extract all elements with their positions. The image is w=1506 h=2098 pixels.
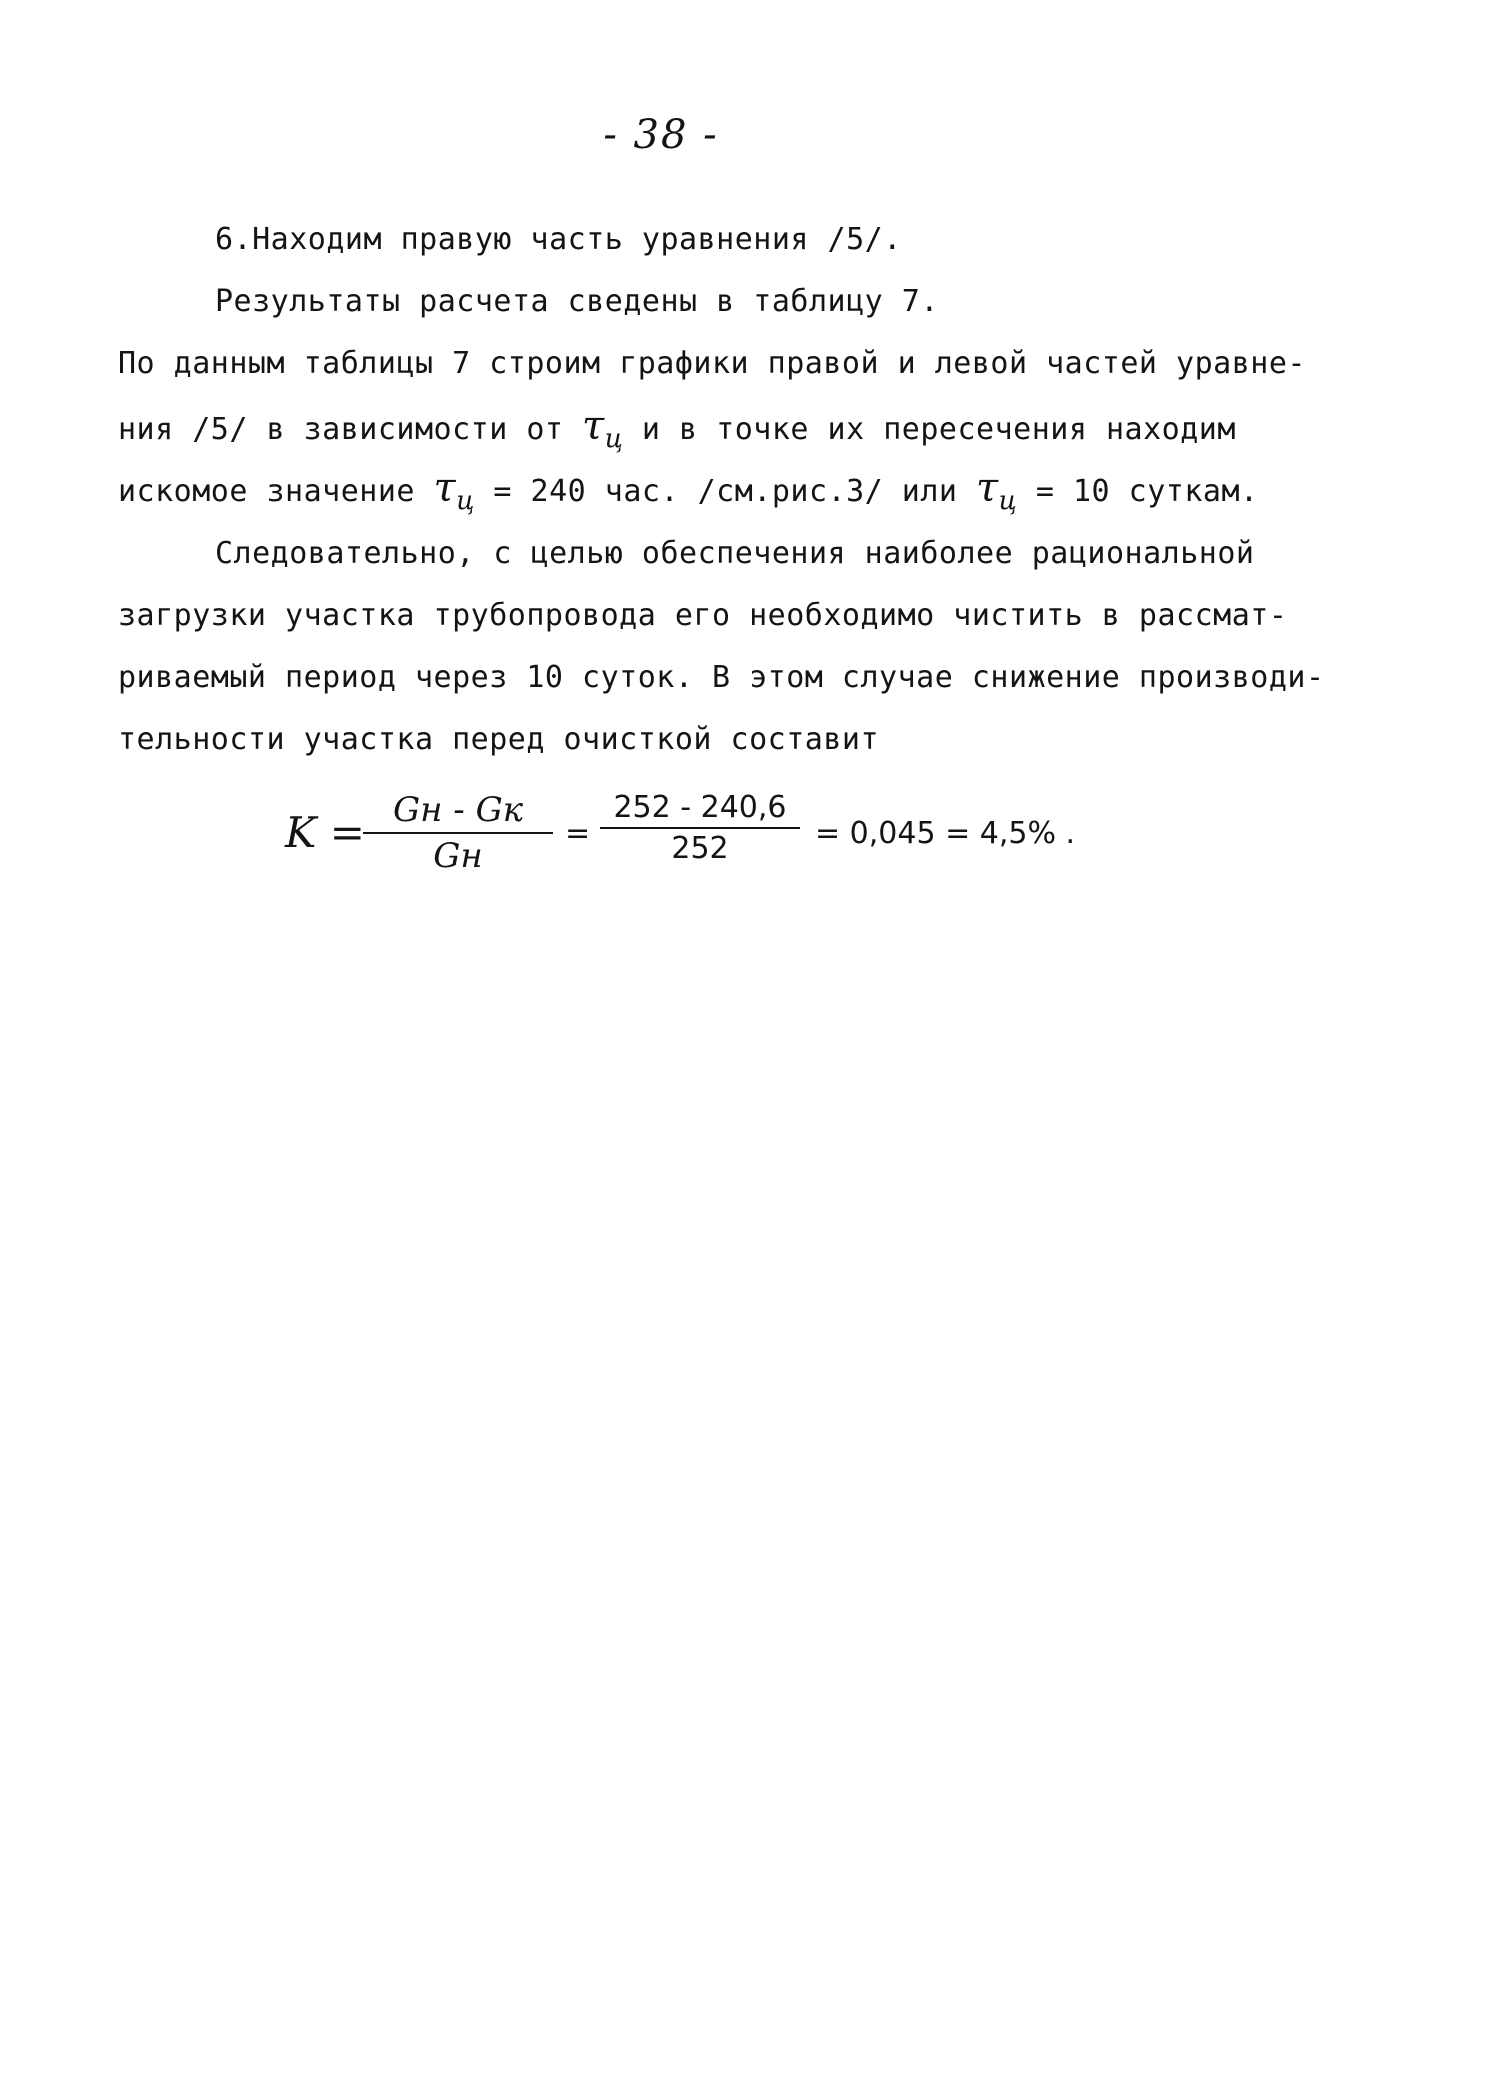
formula (285, 790, 1185, 880)
tau-symbol: $\tau_ц$ (582, 403, 624, 454)
fraction-bar (363, 832, 553, 834)
line-5-text-after: = 10 суткам. (1035, 474, 1259, 509)
paragraph-line-8: риваемый период через 10 суток. В этом случае снижение производи- (118, 660, 1325, 695)
formula-lhs: K = (285, 808, 365, 857)
paragraph-line-3: По данным таблицы 7 строим графики правой и левой частей уравне- (118, 346, 1306, 381)
tau-symbol: $\tau_ц$ (976, 465, 1018, 516)
fraction-denominator: Gн (433, 836, 483, 876)
formula-fraction-numeric (600, 790, 800, 866)
paragraph-line-9: тельности участка перед очисткой составит (118, 722, 880, 757)
fraction-bar (600, 827, 800, 829)
formula-result: = 0,045 = 4,5% . (815, 816, 1076, 851)
paragraph-line-1: 6.Находим правую часть уравнения /5/. (215, 222, 902, 257)
line-4-text-before: ния /5/ в зависимости от (118, 412, 564, 447)
fraction-denominator: 252 (671, 831, 729, 866)
formula-equals: = (565, 816, 591, 851)
paragraph-line-7: загрузки участка трубопровода его необходимо чистить в рассмат- (118, 598, 1288, 633)
line-5-text-before: искомое значение (118, 474, 415, 509)
paragraph-line-6: Следовательно, с целью обеспечения наиболее рациональной (215, 536, 1255, 571)
line-5-text-middle: = 240 час. /см.рис.3/ или (493, 474, 958, 509)
paragraph-line-4 (118, 403, 1236, 454)
page-number: - 38 - (603, 112, 719, 158)
paragraph-line-5 (118, 465, 1259, 516)
fraction-numerator: Gн - Gк (392, 790, 524, 830)
tau-symbol: $\tau_ц$ (433, 465, 475, 516)
formula-fraction-symbolic (363, 790, 553, 876)
paragraph-line-2: Результаты расчета сведены в таблицу 7. (215, 284, 939, 319)
line-4-text-after: и в точке их пересечения находим (641, 412, 1236, 447)
fraction-numerator: 252 - 240,6 (613, 790, 787, 825)
